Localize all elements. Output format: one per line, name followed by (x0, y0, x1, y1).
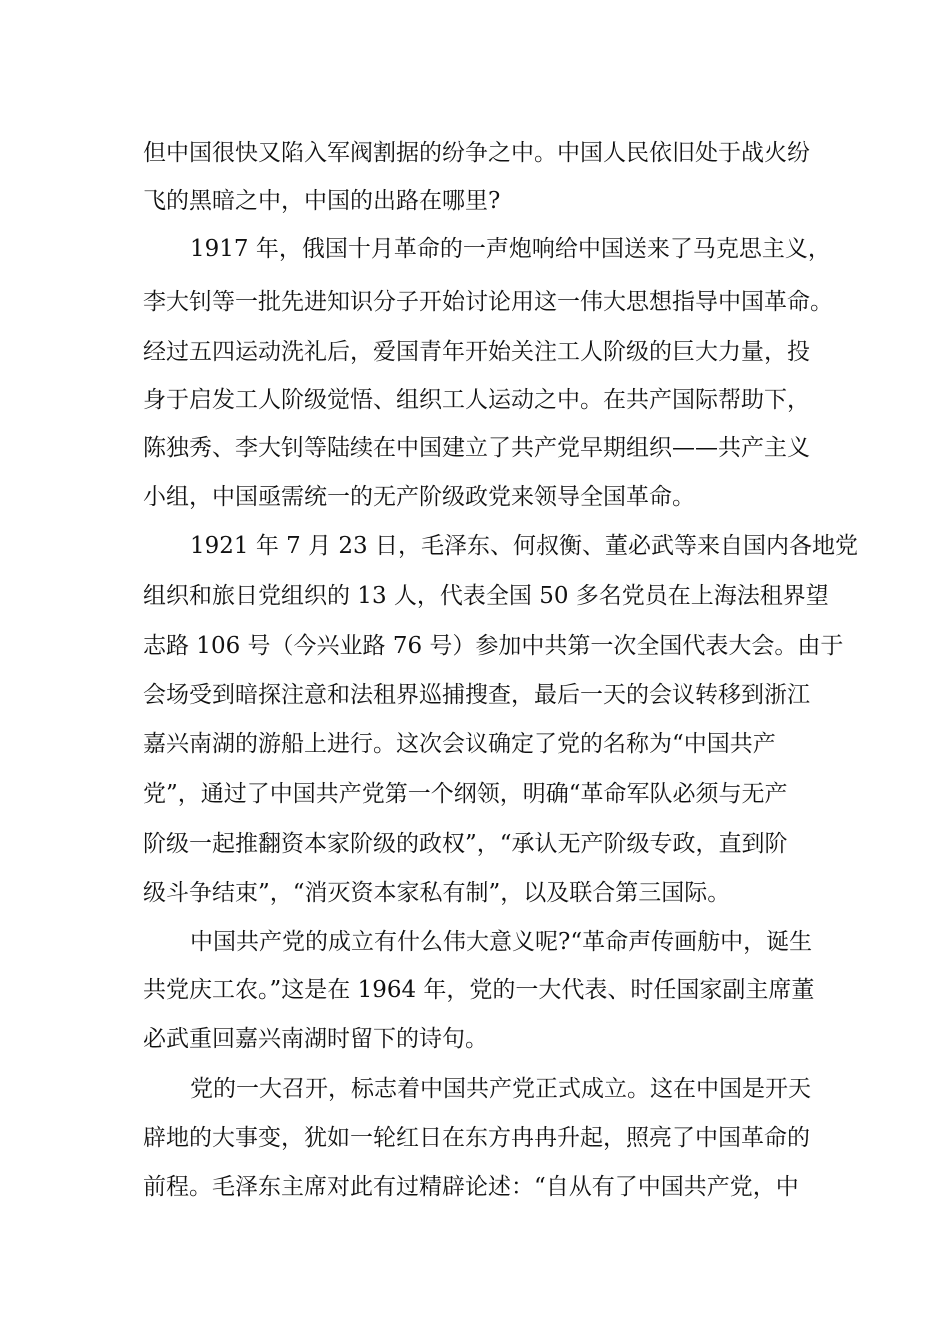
paragraph-4-line-1: 中国共产党的成立有什么伟大意义呢?“革命声传画舫中，诞生 (190, 929, 813, 955)
paragraph-2-line-5: 陈独秀、李大钊等陆续在中国建立了共产党早期组织——共产主义 (143, 435, 810, 461)
paragraph-3-line-8: 级斗争结束”，“消灭资本家私有制”，以及联合第三国际。 (143, 880, 731, 906)
paragraph-3-line-7: 阶级一起推翻资本家阶级的政权”，“承认无产阶级专政，直到阶 (143, 831, 788, 857)
paragraph-5-line-3: 前程。毛泽东主席对此有过精辟论述：“自从有了中国共产党，中 (143, 1174, 799, 1200)
paragraph-5-line-1: 党的一大召开，标志着中国共产党正式成立。这在中国是开天 (190, 1076, 811, 1102)
paragraph-2-line-4: 身于启发工人阶级觉悟、组织工人运动之中。在共产国际帮助下， (143, 387, 810, 413)
paragraph-3-line-6: 党”，通过了中国共产党第一个纲领，明确“革命军队必须与无产 (143, 781, 788, 807)
paragraph-3-line-4: 会场受到暗探注意和法租界巡捕搜查，最后一天的会议转移到浙江 (143, 682, 810, 708)
paragraph-2-line-3: 经过五四运动洗礼后，爱国青年开始关注工人阶级的巨大力量，投 (143, 339, 810, 365)
paragraph-2-line-2: 李大钊等一批先进知识分子开始讨论用这一伟大思想指导中国革命。 (143, 289, 833, 315)
paragraph-1-line-1: 但中国很快又陷入军阀割据的纷争之中。中国人民依旧处于战火纷 (143, 140, 810, 166)
paragraph-1-line-2: 飞的黑暗之中，中国的出路在哪里? (143, 188, 501, 214)
paragraph-3-line-2: 组织和旅日党组织的 13 人，代表全国 50 多名党员在上海法租界望 (143, 583, 829, 609)
paragraph-5-line-2: 辟地的大事变，犹如一轮红日在东方冉冉升起，照亮了中国革命的 (143, 1125, 810, 1151)
paragraph-3-line-1: 1921 年 7 月 23 日，毛泽东、何叔衡、董必武等来自国内各地党 (190, 533, 858, 559)
paragraph-4-line-3: 必武重回嘉兴南湖时留下的诗句。 (143, 1026, 488, 1052)
paragraph-3-line-5: 嘉兴南湖的游船上进行。这次会议确定了党的名称为“中国共产 (143, 731, 776, 757)
paragraph-2-line-1: 1917 年，俄国十月革命的一声炮响给中国送来了马克思主义， (190, 236, 831, 262)
paragraph-4-line-2: 共党庆工农。”这是在 1964 年，党的一大代表、时任国家副主席董 (143, 977, 815, 1003)
paragraph-2-line-6: 小组，中国亟需统一的无产阶级政党来领导全国革命。 (143, 484, 695, 510)
paragraph-3-line-3: 志路 106 号（今兴业路 76 号）参加中共第一次全国代表大会。由于 (143, 633, 844, 659)
